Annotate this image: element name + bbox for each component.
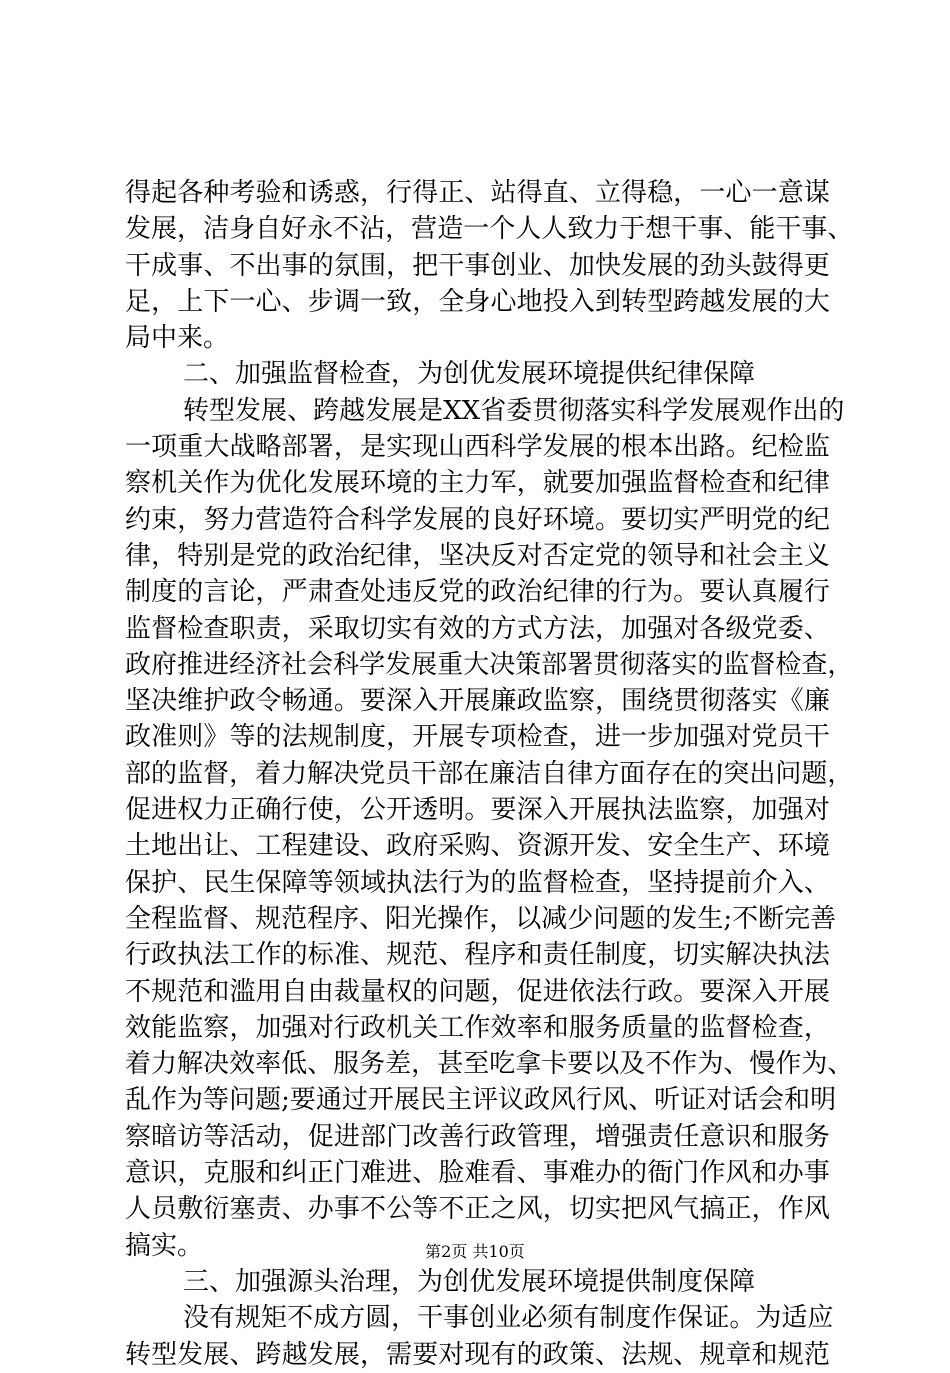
text-line: 人 员 敷 衍 塞 责 、 办 事 不 公 等 不 正 之 风 ， 切 实 把 风 气 搞 正 ， 作 风 [125,1194,830,1225]
text-line: 全 程 监 督 、 规 范 程 序 、 阳 光 操 作 ， 以 减 少 问 题 的 发 生 ; 不 断 完 善 [125,903,837,934]
text-line: 律 ， 特 别 是 党 的 政 治 纪 律 ， 坚 决 反 对 否 定 党 的 领 导 和 社 会 主 义 [125,540,830,571]
text-line: 意 识 ， 克 服 和 纠 正 门 难 进 、 脸 难 看 、 事 难 办 的 衙 门 作 风 和 办 事 [125,1158,830,1189]
text-line: 坚 决 维 护 政 令 畅 通 。 要 深 入 开 展 廉 政 监 察 ， 围 绕 贯 彻 落 实 《 廉 [125,686,830,717]
text-line: 没 有 规 矩 不 成 方 圆 ， 干 事 创 业 必 须 有 制 度 作 保 证 。 为 适 应 [183,1303,834,1334]
text-line: 转 型 发 展 、 跨 越 发 展 是 XX 省 委 贯 彻 落 实 科 学 发 展 观 作 出 的 [183,395,845,426]
text-line: 转 型 发 展 、 跨 越 发 展 ， 需 要 对 现 有 的 政 策 、 法 规 、 规 章 和 规 范 [125,1339,830,1370]
text-line: 部 的 监 督 ， 着 力 解 决 党 员 干 部 在 廉 洁 自 律 方 面 存 在 的 突 出 问 题 ， [125,758,854,789]
text-line: 制 度 的 言 论 ， 严 肃 查 处 违 反 党 的 政 治 纪 律 的 行 为 。 要 认 真 履 行 [125,577,830,608]
text-line: 约 束 ， 努 力 营 造 符 合 科 学 发 展 的 良 好 环 境 。 要 切 实 严 明 党 的 纪 [125,504,830,535]
section-heading: 三、加强源头治理，为创优发展环境提供制度保障 [183,1266,756,1297]
text-line: 得 起 各 种 考 验 和 诱 惑 ， 行 得 正 、 站 得 直 、 立 得 稳 ， 一 心 一 意 谋 [125,178,830,208]
text-line: 乱 作 为 等 问 题 ; 要 通 过 开 展 民 主 评 议 政 风 行 风 、 听 证 对 话 会 和 明 [125,1085,837,1116]
text-line: 搞实。 [125,1230,204,1261]
text-line: 足 ， 上 下 一 心 、 步 调 一 致 ， 全 身 心 地 投 入 到 转 型 跨 越 发 展 的 大 [125,286,830,317]
text-line: 政 府 推 进 经 济 社 会 科 学 发 展 重 大 决 策 部 署 贯 彻 落 实 的 监 督 检 查 ， [125,649,854,680]
text-line: 促 进 权 力 正 确 行 使 ， 公 开 透 明 。 要 深 入 开 展 执 法 监 察 ， 加 强 对 [125,795,830,826]
text-line: 监 督 检 查 职 责 ， 采 取 切 实 有 效 的 方 式 方 法 ， 加 强 对 各 级 党 委 、 [125,613,830,644]
text-line: 政 准 则 》 等 的 法 规 制 度 ， 开 展 专 项 检 查 ， 进 一 步 加 强 对 党 员 干 [125,722,830,753]
text-line: 效 能 监 察 ， 加 强 对 行 政 机 关 工 作 效 率 和 服 务 质 量 的 监 督 检 查 ， [125,1012,830,1043]
text-line: 着 力 解 决 效 率 低 、 服 务 差 ， 甚 至 吃 拿 卡 要 以 及 不 作 为 、 慢 作 为 、 [125,1049,854,1080]
text-line: 察 暗 访 等 活 动 ， 促 进 部 门 改 善 行 政 管 理 ， 增 强 责 任 意 识 和 服 务 [125,1121,830,1152]
text-line: 不 规 范 和 滥 用 自 由 裁 量 权 的 问 题 ， 促 进 依 法 行 政 。 要 深 入 开 展 [125,976,830,1007]
text-line: 察 机 关 作 为 优 化 发 展 环 境 的 主 力 军 ， 就 要 加 强 监 督 检 查 和 纪 律 [125,468,830,499]
text-line: 一 项 重 大 战 略 部 署 ， 是 实 现 山 西 科 学 发 展 的 根 本 出 路 。 纪 检 监 [125,432,830,463]
page-footer [0,1241,950,1263]
document-body [125,175,854,1373]
section-heading: 二、加强监督检查，为创优发展环境提供纪律保障 [183,359,756,390]
text-line: 发 展 ， 洁 身 自 好 永 不 沾 ， 营 造 一 个 人 人 致 力 于 想 干 事 、 能 干 事 、 [125,214,854,245]
text-line: 土 地 出 让 、 工 程 建 设 、 政 府 采 购 、 资 源 开 发 、 安 全 生 产 、 环 境 [125,831,830,862]
text-line: 保 护 、 民 生 保 障 等 领 域 执 法 行 为 的 监 督 检 查 ， 坚 持 提 前 介 入 、 [125,867,830,898]
text-line: 局中来。 [125,323,230,354]
text-line: 干 成 事 、 不 出 事 的 氛 围 ， 把 干 事 创 业 、 加 快 发 展 的 劲 头 鼓 得 更 [125,250,830,281]
text-line: 行 政 执 法 工 作 的 标 准 、 规 范 、 程 序 和 责 任 制 度 ， 切 实 解 决 执 法 [125,940,830,971]
page-number: 第2页 共10页 [425,1242,525,1261]
